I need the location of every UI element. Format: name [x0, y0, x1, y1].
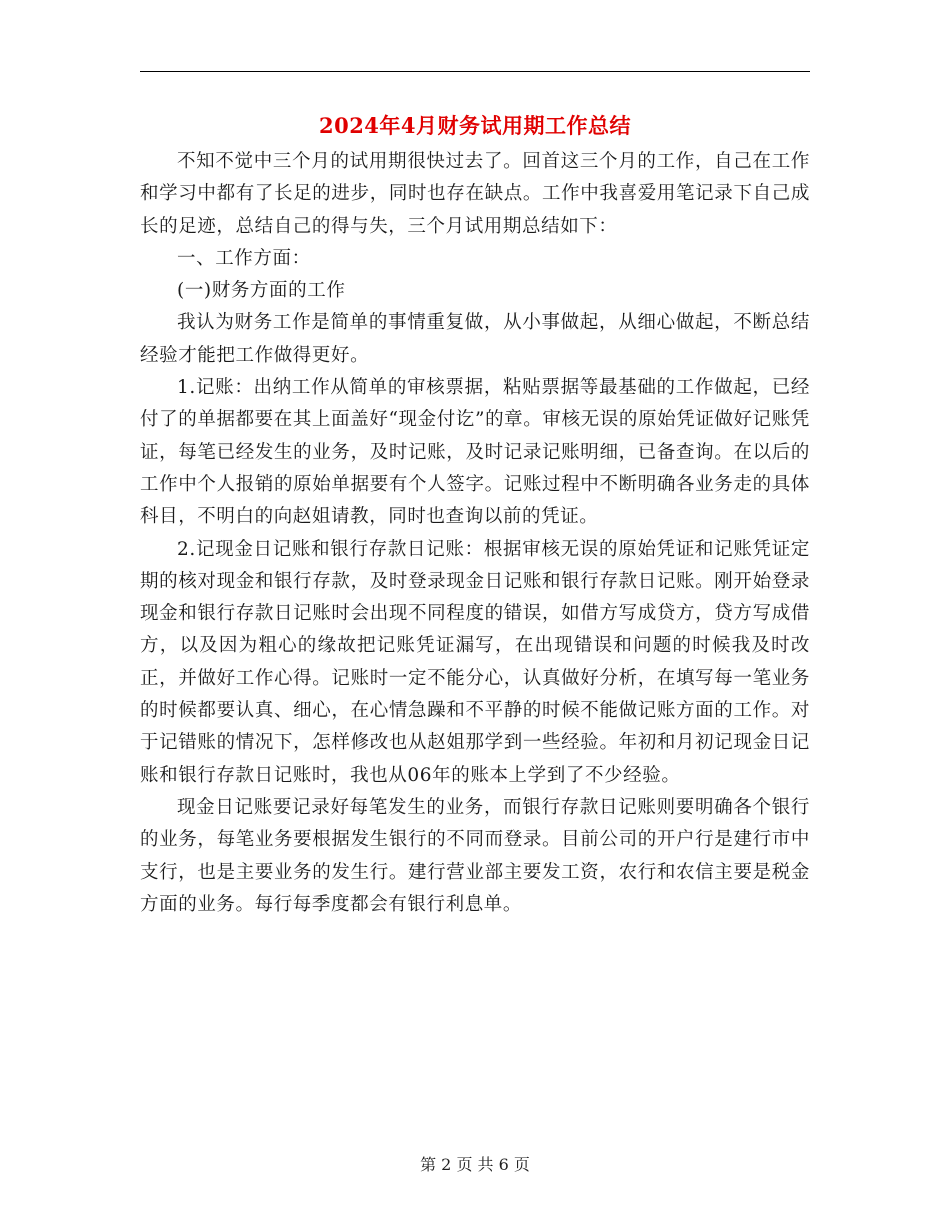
paragraph-subsection-heading: (一)财务方面的工作: [177, 280, 346, 302]
page-footer: 第 2 页 共 6 页: [420, 1155, 530, 1174]
paragraph-finance-overview: 我认为财务工作是简单的事情重复做，从小事做起，从细心做起，不断总结经验才能把工作做得更好。: [140, 312, 810, 366]
document-title: 2024年4月财务试用期工作总结: [318, 113, 632, 138]
paragraph-section-heading: 一、工作方面：: [177, 247, 311, 269]
paragraph-journals: 2.记现金日记账和银行存款日记账：根据审核无误的原始凭证和记账凭证定期的核对现金和银行存款，及时登录现金日记账和银行存款日记账。刚开始登录现金和银行存款日记账时会出现不同程度的错误，如借方写成贷方，贷方写成借方，以及因为粗心的缘故把记账凭证漏写，在出现错误和问题的时候我及时改正，并做好工作心得。记账时一定不能分心，认真做好分析，在填写每一笔业务的时候都要认真、细心，在心情急躁和不平静的时候不能做记账方面的工作。对于记错账的情况下，怎样修改也从赵姐那学到一些经验。年初和月初记现金日记账和银行存款日记账时，我也从06年的账本上学到了不少经验。: [140, 538, 810, 786]
paragraph-intro: 不知不觉中三个月的试用期很快过去了。回首这三个月的工作，自己在工作和学习中都有了长足的进步，同时也存在缺点。工作中我喜爱用笔记录下自己成长的足迹，总结自己的得与失，三个月试用期总结如下：: [140, 151, 810, 237]
document-body: [140, 146, 810, 921]
paragraph-bookkeeping: 1.记账：出纳工作从简单的审核票据，粘贴票据等最基础的工作做起，已经付了的单据都要在其上面盖好“现金付讫”的章。审核无误的原始凭证做好记账凭证，每笔已经发生的业务，及时记账，及时记录记账明细，已备查询。在以后的工作中个人报销的原始单据要有个人签字。记账过程中不断明确各业务走的具体科目，不明白的向赵姐请教，同时也查询以前的凭证。: [140, 377, 810, 528]
header-rule: [140, 71, 810, 72]
paragraph-cash-bank: 现金日记账要记录好每笔发生的业务，而银行存款日记账则要明确各个银行的业务，每笔业务要根据发生银行的不同而登录。目前公司的开户行是建行市中支行，也是主要业务的发生行。建行营业部主要发工资，农行和农信主要是税金方面的业务。每行每季度都会有银行利息单。: [140, 796, 810, 915]
